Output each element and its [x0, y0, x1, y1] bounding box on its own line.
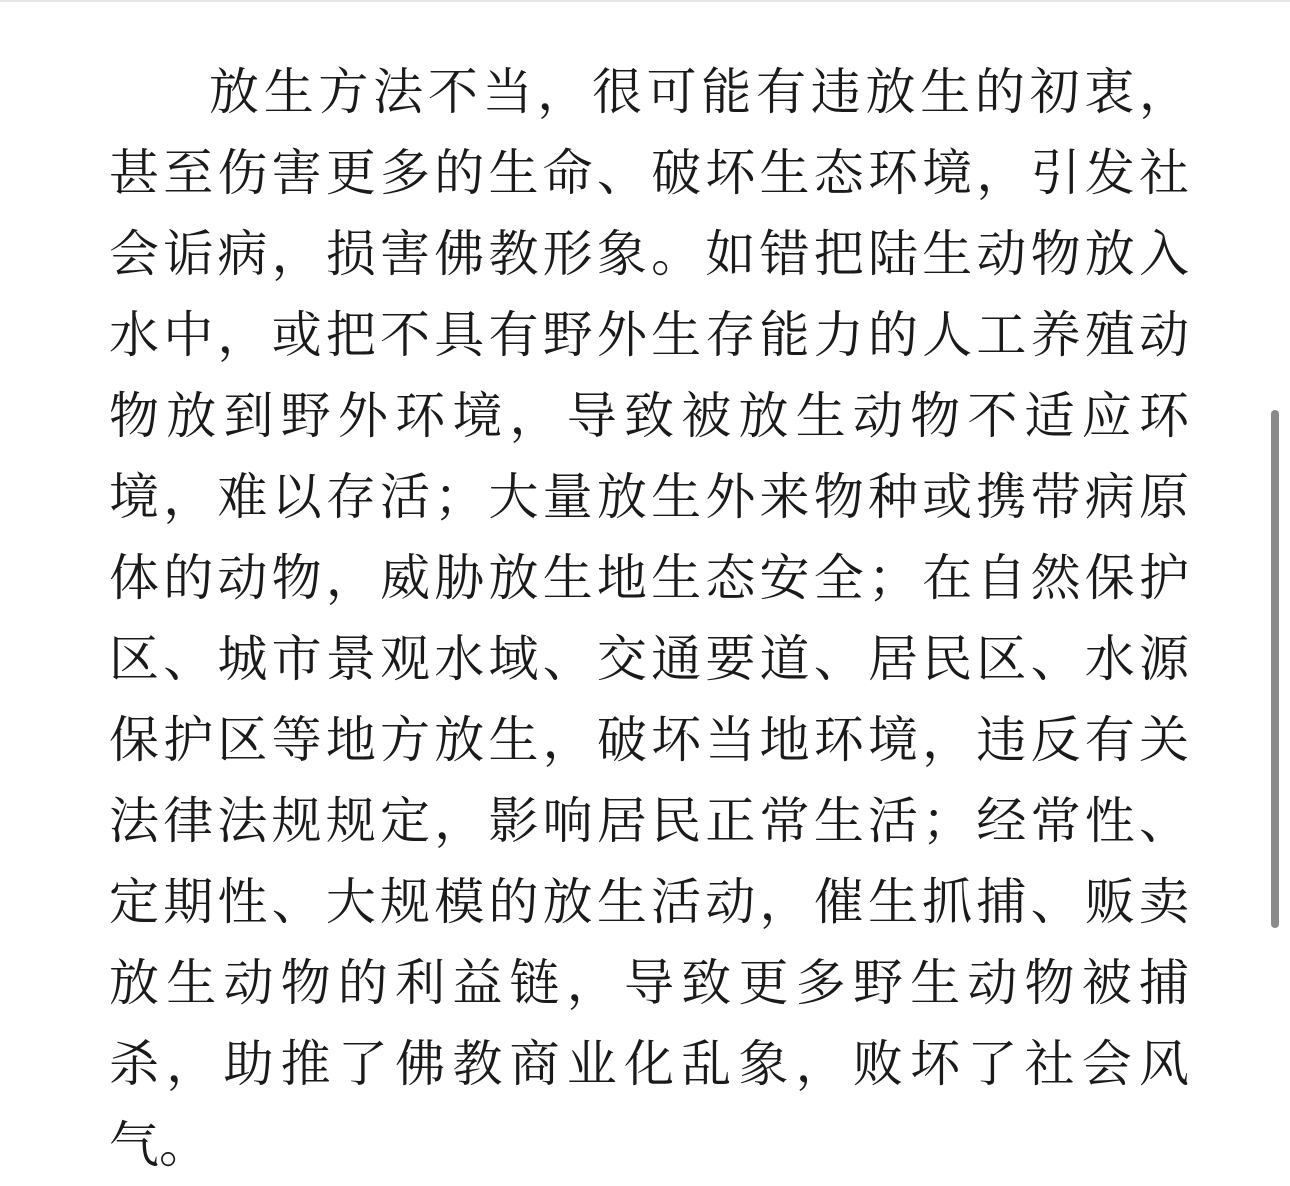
- text-line: 杀，助推了佛教商业化乱象，败坏了社会风: [109, 1035, 1189, 1093]
- text-line: 气。: [109, 1116, 209, 1174]
- top-divider: [0, 0, 1290, 2]
- scrollbar-thumb[interactable]: [1271, 410, 1279, 928]
- article-paragraph: [109, 52, 1189, 1186]
- text-line: 甚至伤害更多的生命、破坏生态环境，引发社: [109, 144, 1189, 202]
- text-line: 体的动物，威胁放生地生态安全；在自然保护: [109, 549, 1189, 607]
- text-line: 水中，或把不具有野外生存能力的人工养殖动: [109, 306, 1189, 364]
- text-line: 法律法规规定，影响居民正常生活；经常性、: [109, 792, 1189, 850]
- text-line: 保护区等地方放生，破坏当地环境，违反有关: [109, 711, 1189, 769]
- text-line: 境，难以存活；大量放生外来物种或携带病原: [109, 468, 1189, 526]
- text-line: 会诟病，损害佛教形象。如错把陆生动物放入: [109, 225, 1189, 283]
- vertical-scrollbar[interactable]: [1270, 410, 1280, 930]
- text-line: 放生动物的利益链，导致更多野生动物被捕: [109, 954, 1189, 1012]
- text-line: 区、城市景观水域、交通要道、居民区、水源: [109, 630, 1189, 688]
- text-line: 定期性、大规模的放生活动，催生抓捕、贩卖: [109, 873, 1189, 931]
- text-line: 物放到野外环境，导致被放生动物不适应环: [109, 387, 1189, 445]
- text-line: 放生方法不当，很可能有违放生的初衷，: [209, 63, 1189, 121]
